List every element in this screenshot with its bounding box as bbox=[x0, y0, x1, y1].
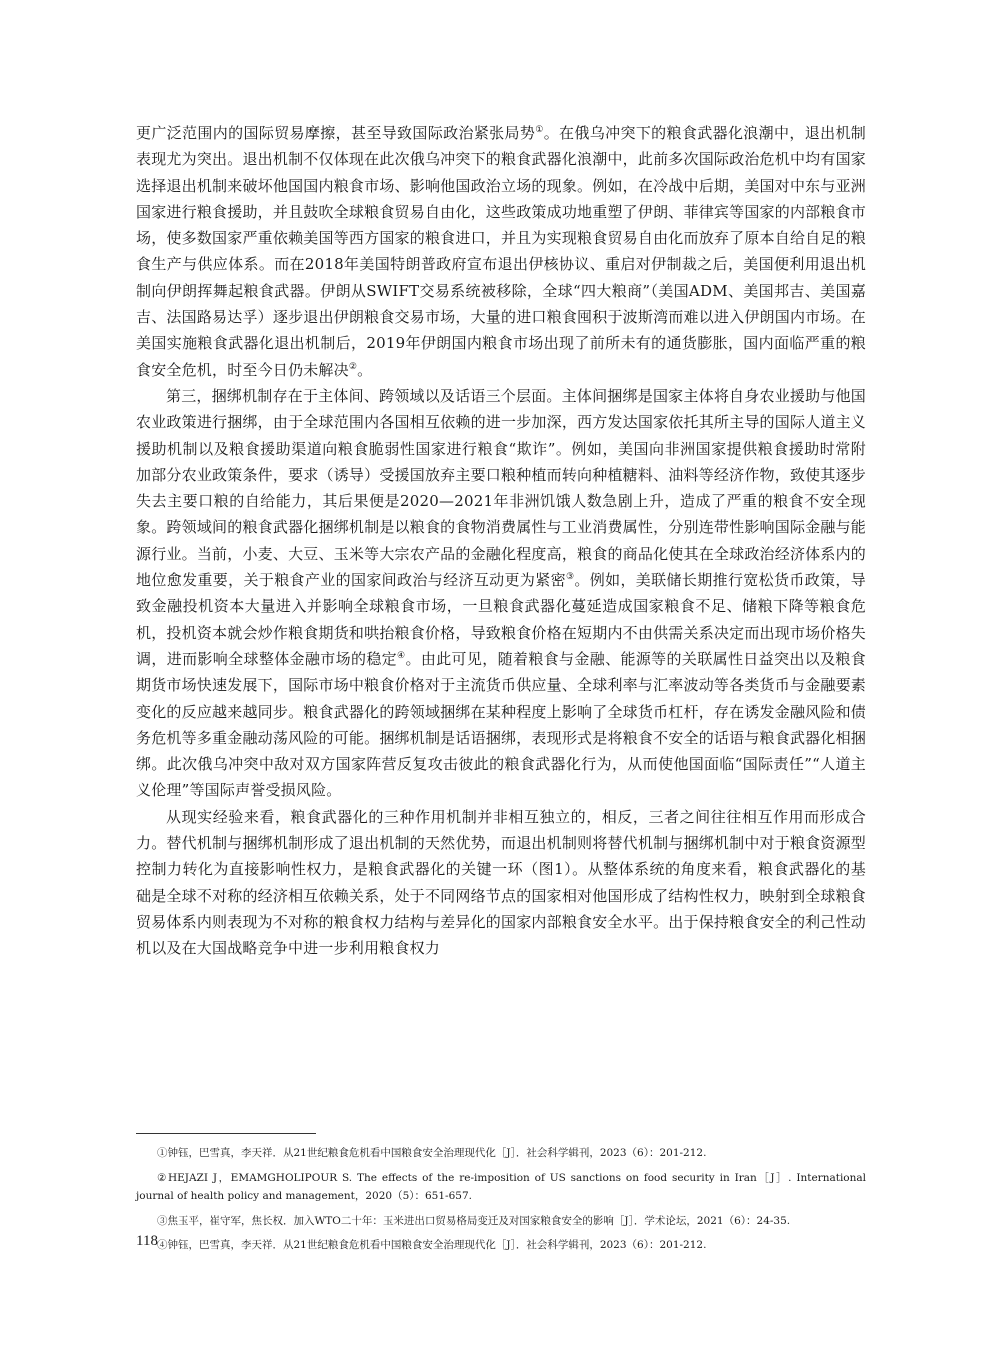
paragraph-3: 从现实经验来看，粮食武器化的三种作用机制并非相互独立的，相反，三者之间往往相互作用而形成合力。替代机制与捆绑机制形成了退出机制的天然优势，而退出机制则将替代机制与捆绑机制中对于粮食资源型控制力转化为直接影响性权力，是粮食武器化的关键一环（图1）。从整体系统的角度来看，粮食武器化的基础是全球不对称的经济相互依赖关系，处于不同网络节点的国家相对他国形成了结构性权力，映射到全球粮食贸易体系内则表现为不对称的粮食权力结构与差异化的国家内部粮食安全水平。出于保持粮食安全的利己性动机以及在大国战略竞争中进一步利用粮食权力 bbox=[136, 807, 866, 958]
main-text bbox=[136, 120, 866, 962]
footnote-4: ④钟钰，巴雪真，李天祥．从21世纪粮食危机看中国粮食安全治理现代化［J］．社会科学辑刊，2023（6）：201-212. bbox=[157, 1239, 707, 1251]
footnotes bbox=[136, 1141, 866, 1257]
footnote-3: ③焦玉平，崔守军，焦长权．加入WTO二十年：玉米进出口贸易格局变迁及对国家粮食安全的影响［J］．学术论坛，2021（6）：24-35. bbox=[157, 1215, 791, 1227]
footnote-2: ②HEJAZI J，EMAMGHOLIPOUR S. The effects of the re-imposition of US sanctions on food security in Iran［J］. International journal of health policy and management，2020（5）：651-657. bbox=[136, 1172, 866, 1202]
footnote-ref-3[interactable]: ③ bbox=[565, 572, 575, 583]
footnote-ref-4[interactable]: ④ bbox=[397, 650, 406, 661]
footnote-ref-2[interactable]: ② bbox=[348, 361, 358, 372]
footnote-divider bbox=[136, 1133, 316, 1134]
footnote-1: ①钟钰，巴雪真，李天祥．从21世纪粮食危机看中国粮食安全治理现代化［J］．社会科学辑刊，2023（6）：201-212. bbox=[157, 1147, 707, 1159]
paragraph-2: 第三，捆绑机制存在于主体间、跨领域以及话语三个层面。主体间捆绑是国家主体将自身农业援助与他国农业政策进行捆绑，由于全球范围内各国相互依赖的进一步加深，西方发达国家依托其所主导的国际人道主义援助机制以及粮食援助渠道向粮食脆弱性国家进行粮食“欺诈”。例如，美国向非洲国家提供粮食援助时常附加部分农业政策条件，要求（诱导）受援国放弃主要口粮种植而转向种植糖料、油料等经济作物，致使其逐步失去主要口粮的自给能力，其后果便是2020—2021年非洲饥饿人数急剧上升，造成了严重的粮食不安全现象。跨领域间的粮食武器化捆绑机制是以粮食的食物消费属性与工业消费属性，分别连带性影响国际金融与能源行业。当前，小麦、大豆、玉米等大宗农产品的金融化程度高，粮食的商品化使其在全球政治经济体系内的地位愈发重要，关于粮食产业的国家间政治与经济互动更为紧密③。例如，美联储长期推行宽松货币政策，导致金融投机资本大量进入并影响全球粮食市场，一旦粮食武器化蔓延造成国家粮食不足、储粮下降等粮食危机，投机资本就会炒作粮食期货和哄抬粮食价格，导致粮食价格在短期内不由供需关系决定而出现市场价格失调，进而影响全球整体金融市场的稳定④。由此可见，随着粮食与金融、能源等的关联属性日益突出以及粮食期货市场快速发展下，国际市场中粮食价格对于主流货币供应量、全球利率与汇率波动等各类货币与金融要素变化的反应越来越同步。粮食武器化的跨领域捆绑在某种程度上影响了全球货币杠杆，存在诱发金融风险和债务危机等多重金融动荡风险的可能。捆绑机制是话语捆绑，表现形式是将粮食不安全的话语与粮食武器化相捆绑。此次俄乌冲突中敌对双方国家阵营反复攻击彼此的粮食武器化行为，从而使他国面临“国际责任”“人道主义伦理”等国际声誉受损风险。 bbox=[136, 386, 866, 800]
paragraph-1: 更广泛范围内的国际贸易摩擦，甚至导致国际政治紧张局势①。在俄乌冲突下的粮食武器化浪潮中，退出机制表现尤为突出。退出机制不仅体现在此次俄乌冲突下的粮食武器化浪潮中，此前多次国际政治危机中均有国家选择退出机制来破坏他国国内粮食市场、影响他国政治立场的现象。例如，在冷战中后期，美国对中东与亚洲国家进行粮食援助，并且鼓吹全球粮食贸易自由化，这些政策成功地重塑了伊朗、菲律宾等国家的内部粮食市场，使多数国家严重依赖美国等西方国家的粮食进口，并且为实现粮食贸易自由化而放弃了原本自给自足的粮食生产与供应体系。而在2018年美国特朗普政府宣布退出伊核协议、重启对伊制裁之后，美国便利用退出机制向伊朗挥舞起粮食武器。伊朗从SWIFT交易系统被移除，全球“四大粮商”（美国ADM、美国邦吉、美国嘉吉、法国路易达孚）逐步退出伊朗粮食交易市场，大量的进口粮食囤积于波斯湾而难以进入伊朗国内市场。在美国实施粮食武器化退出机制后，2019年伊朗国内粮食市场出现了前所未有的通货膨胀，国内面临严重的粮食安全危机，时至今日仍未解决②。 bbox=[136, 124, 867, 379]
page-number: 118 bbox=[136, 1233, 158, 1249]
footnote-ref-1[interactable]: ① bbox=[535, 125, 544, 135]
